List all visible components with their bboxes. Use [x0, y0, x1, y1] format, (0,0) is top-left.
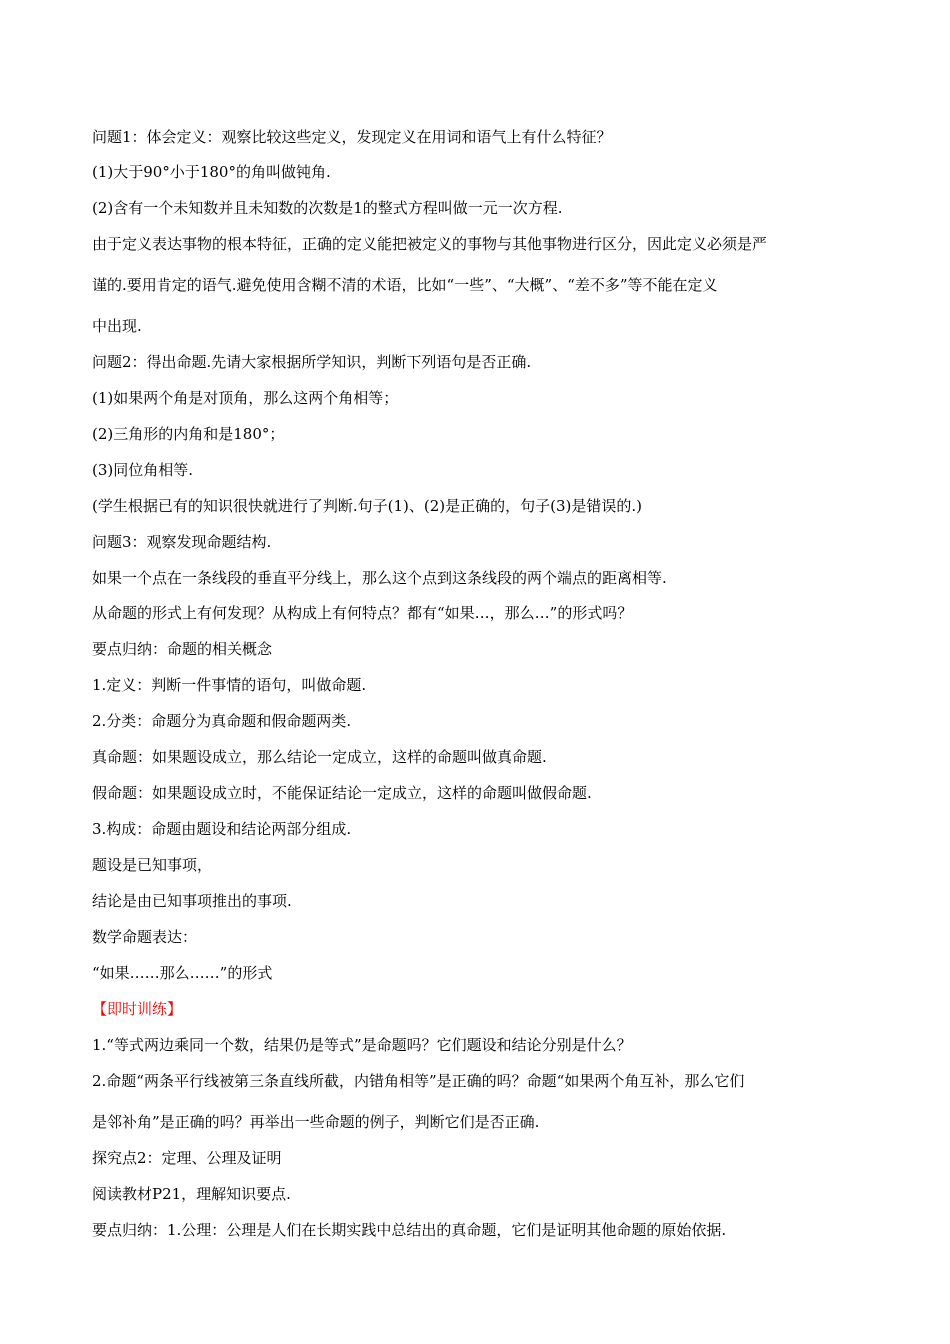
- text-line: 数学命题表达：: [92, 928, 198, 946]
- text-line: (2)三角形的内角和是180°；: [92, 425, 285, 443]
- text-line: 真命题：如果题设成立，那么结论一定成立，这样的命题叫做真命题.: [92, 748, 547, 766]
- text-line: 要点归纳：1.公理：公理是人们在长期实践中总结出的真命题，它们是证明其他命题的原始依据.: [92, 1221, 727, 1239]
- text-line: 结论是由已知事项推出的事项.: [92, 892, 292, 910]
- text-line: 如果一个点在一条线段的垂直平分线上，那么这个点到这条线段的两个端点的距离相等.: [92, 569, 667, 587]
- text-line: 3.构成：命题由题设和结论两部分组成.: [92, 820, 352, 838]
- text-line: (2)含有一个未知数并且未知数的次数是1的整式方程叫做一元一次方程.: [92, 199, 563, 217]
- text-line: 假命题：如果题设成立时，不能保证结论一定成立，这样的命题叫做假命题.: [92, 784, 592, 802]
- text-line: 阅读教材P21，理解知识要点.: [92, 1185, 291, 1203]
- text-line: 2.命题“两条平行线被第三条直线所截，内错角相等”是正确的吗？命题“如果两个角互补，那么它们: [92, 1072, 745, 1090]
- text-line: “如果……那么……”的形式: [92, 964, 273, 982]
- text-line: 中出现.: [92, 317, 142, 335]
- section-summary-heading: 要点归纳：命题的相关概念: [92, 640, 273, 658]
- text-line: (3)同位角相等.: [92, 461, 194, 479]
- text-line: 题设是已知事项，: [92, 856, 213, 874]
- text-line: (1)如果两个角是对顶角，那么这两个角相等；: [92, 389, 399, 407]
- text-line: 1.定义：判断一件事情的语句，叫做命题.: [92, 676, 367, 694]
- text-line: 由于定义表达事物的根本特征，正确的定义能把被定义的事物与其他事物进行区分，因此定义必须是严: [92, 235, 768, 253]
- section-heading: 探究点2：定理、公理及证明: [92, 1149, 282, 1167]
- text-line: 问题3：观察发现命题结构.: [92, 533, 272, 551]
- text-line: 问题2：得出命题.先请大家根据所学知识，判断下列语句是否正确.: [92, 353, 532, 371]
- practice-heading: 【即时训练】: [92, 1000, 183, 1018]
- text-line: 1.“等式两边乘同一个数，结果仍是等式”是命题吗？它们题设和结论分别是什么？: [92, 1036, 632, 1054]
- text-line: 2.分类：命题分为真命题和假命题两类.: [92, 712, 352, 730]
- text-line: 是邻补角”是正确的吗？再举出一些命题的例子，判断它们是否正确.: [92, 1113, 540, 1131]
- text-line: (1)大于90°小于180°的角叫做钝角.: [92, 163, 331, 181]
- text-line: 从命题的形式上有何发现？从构成上有何特点？都有“如果…，那么…”的形式吗？: [92, 604, 633, 622]
- text-line: 谨的.要用肯定的语气.避免使用含糊不清的术语，比如“一些”、“大概”、“差不多”等不能在定义: [92, 276, 718, 294]
- text-line: 问题1：体会定义：观察比较这些定义，发现定义在用词和语气上有什么特征？: [92, 128, 612, 146]
- text-line: (学生根据已有的知识很快就进行了判断.句子(1)、(2)是正确的，句子(3)是错误的.): [92, 497, 642, 515]
